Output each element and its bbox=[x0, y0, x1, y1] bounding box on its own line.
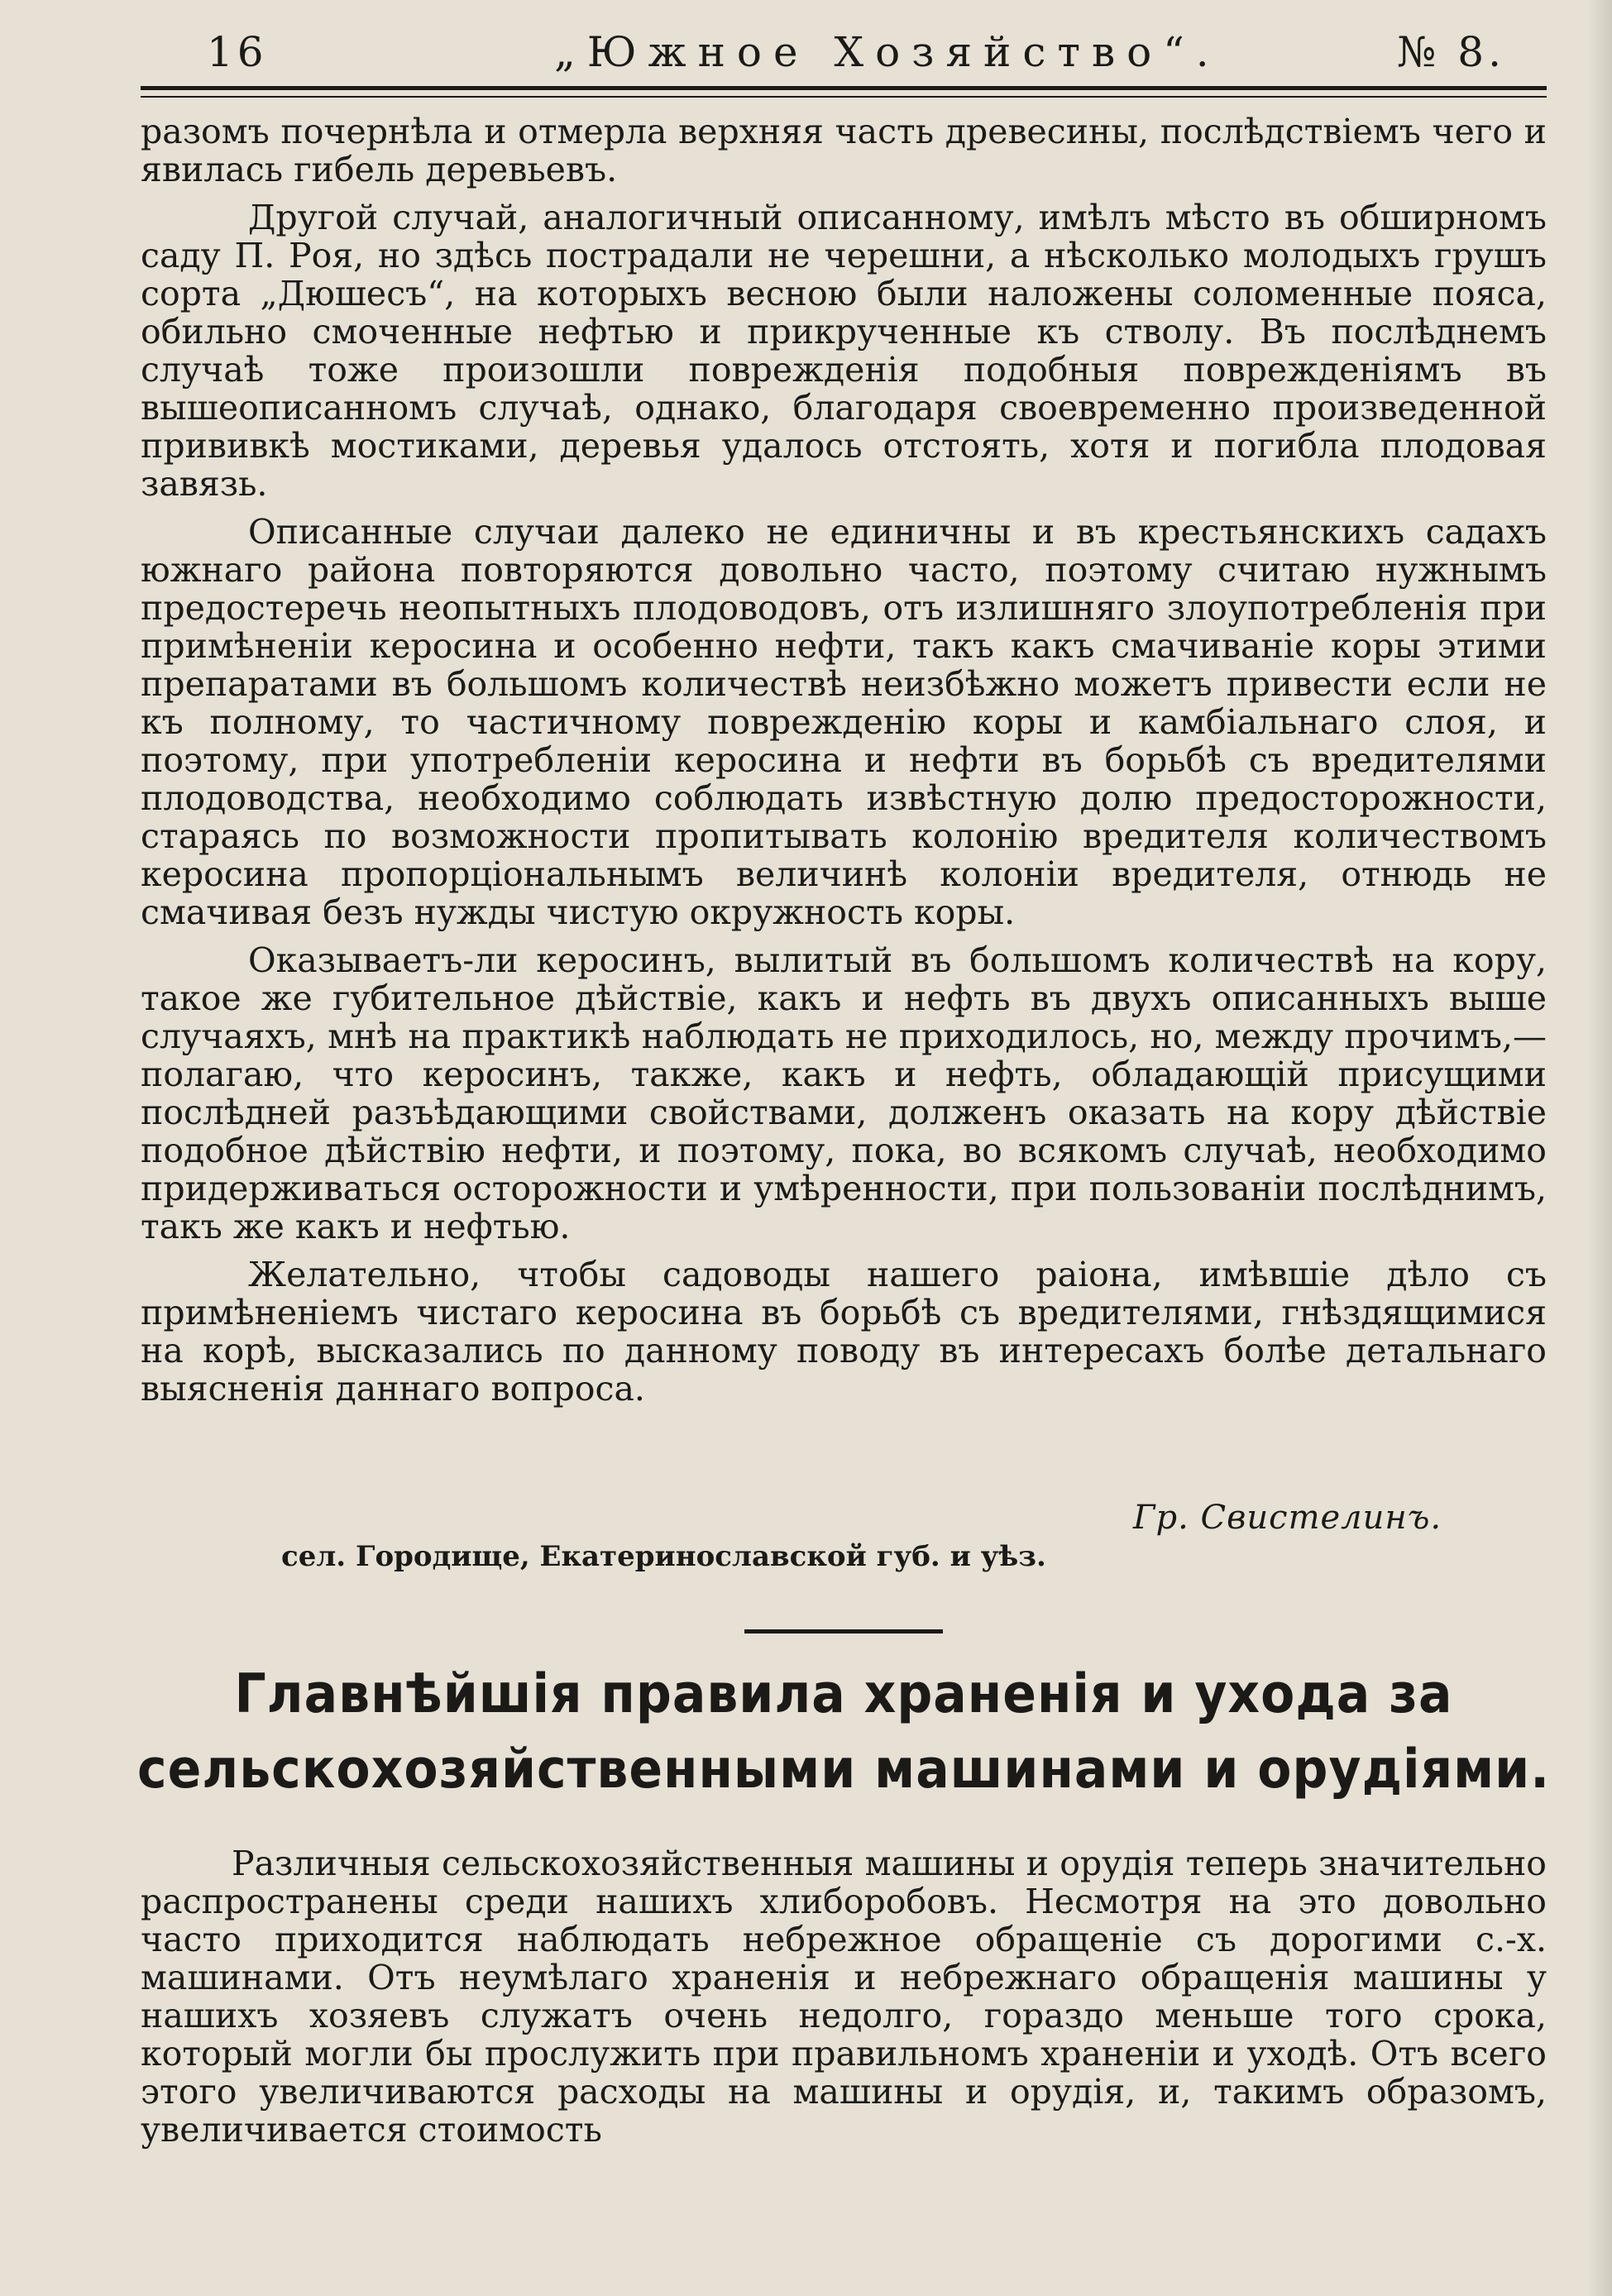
spine-shadow bbox=[1587, 0, 1612, 2296]
journal-title: „Южное Хозяйство“. bbox=[554, 28, 1221, 76]
header-rule-thin bbox=[141, 96, 1547, 98]
paragraph: разомъ почернѣла и отмерла верхняя часть древесины, послѣдствіемъ чего и явилась гибель деревьевъ. bbox=[141, 112, 1547, 189]
paragraph: Другой случай, аналогичный описанному, имѣлъ мѣсто въ обширномъ саду П. Роя, но здѣсь пострадали не черешни, а нѣсколько молодыхъ грушъ сорта „Дюшесъ“, на которыхъ весною были наложены соломенные пояса, обильно смоченные нефтью и прикрученные къ стволу. Въ послѣднемъ случаѣ тоже произошли поврежденія подобныя поврежденіямъ въ вышеописанномъ случаѣ, однако, благодаря своевременно произведенной прививкѣ мостиками, деревья удалось отстоять, хотя и погибла плодовая завязь. bbox=[141, 198, 1547, 504]
section-divider bbox=[744, 1629, 943, 1634]
article-body-2 bbox=[141, 1844, 1547, 2159]
paragraph: Желательно, чтобы садоводы нашего раіона, имѣвшіе дѣло съ примѣненіемъ чистаго керосина въ борьбѣ съ вредителями, гнѣздящимися на корѣ, высказались по данному поводу въ интересахъ болѣе детальнаго выясненія даннаго вопроса. bbox=[141, 1255, 1547, 1409]
running-header bbox=[141, 28, 1514, 78]
header-rule-thick bbox=[141, 86, 1547, 90]
paragraph: Различныя сельскохозяйственныя машины и орудія теперь значительно распространены среди нашихъ хлиборобовъ. Несмотря на это довольно часто приходится наблюдать небрежное обращеніе съ дорогими с.-х. машинами. Отъ неумѣлаго храненія и небрежнаго обращенія машины у нашихъ хозяевъ служатъ очень недолго, гораздо меньше того срока, который могли бы прослужить при правильномъ храненіи и уходѣ. Отъ всего этого увеличиваются расходы на машины и орудія, и, такимъ образомъ, увеличивается стоимость bbox=[141, 1844, 1547, 2150]
author-signature: Гр. Свистелинъ. bbox=[1133, 1499, 1442, 1537]
issue-number: № 8. bbox=[1397, 28, 1505, 76]
page-number: 16 bbox=[207, 28, 268, 76]
article-heading: Главнѣйшія правила храненія и ухода за сельскохозяйственными машинами и орудіями. bbox=[137, 1662, 1550, 1801]
article-body bbox=[141, 112, 1547, 1418]
author-location: сел. Городище, Екатеринославской губ. и уѣз. bbox=[281, 1540, 1046, 1573]
paragraph: Оказываетъ-ли керосинъ, вылитый въ большомъ количествѣ на кору, такое же губительное дѣйствіе, какъ и нефть въ двухъ описанныхъ выше случаяхъ, мнѣ на практикѣ наблюдать не приходилось, но, между прочимъ,—полагаю, что керосинъ, также, какъ и нефть, обладающій присущими послѣдней разъѣдающими свойствами, долженъ оказать на кору дѣйствіе подобное дѣйствію нефти, и поэтому, пока, во всякомъ случаѣ, необходимо придерживаться осторожности и умѣренности, при пользованіи послѣднимъ, такъ же какъ и нефтью. bbox=[141, 940, 1547, 1246]
paragraph: Описанные случаи далеко не единичны и въ крестьянскихъ садахъ южнаго района повторяются довольно часто, поэтому считаю нужнымъ предостеречь неопытныхъ плодоводовъ, отъ излишняго злоупотребленія при примѣненіи керосина и особенно нефти, такъ какъ смачиваніе коры этими препаратами въ большомъ количествѣ неизбѣжно можетъ привести если не къ полному, то частичному поврежденію коры и камбіальнаго слоя, и поэтому, при употребленіи керосина и нефти въ борьбѣ съ вредителями плодоводства, необходимо соблюдать извѣстную долю предосторожности, стараясь по возможности пропитывать колонію вредителя количествомъ керосина пропорціональнымъ величинѣ колоніи вредителя, отнюдь не смачивая безъ нужды чистую окружность коры. bbox=[141, 512, 1547, 932]
